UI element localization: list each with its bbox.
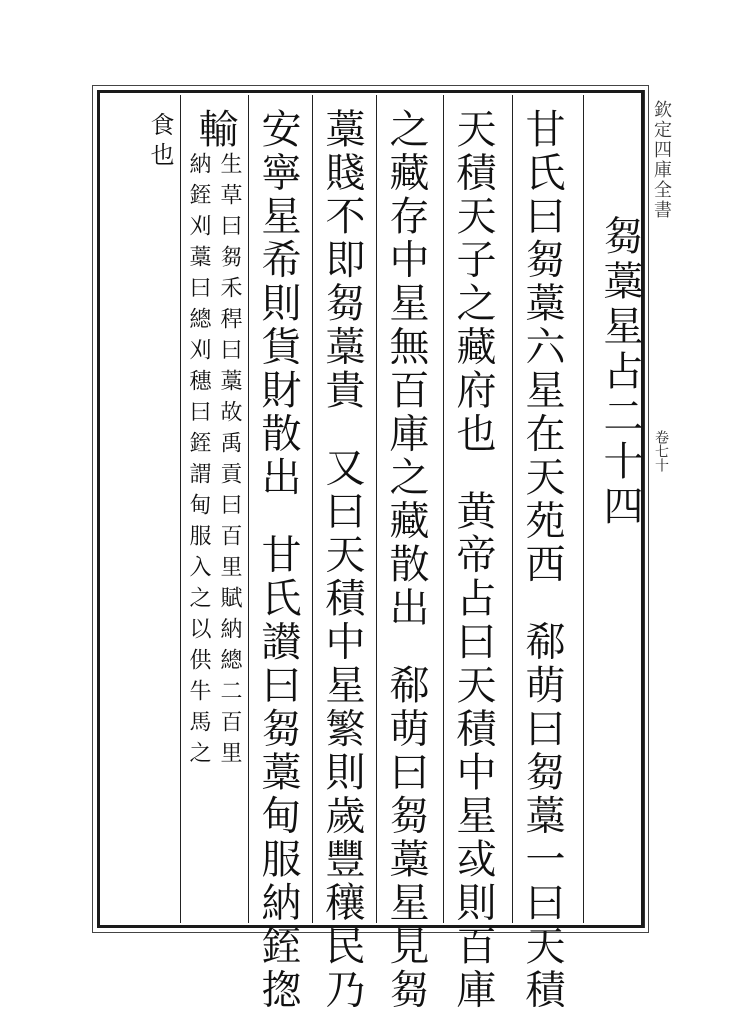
column-rule xyxy=(376,95,377,923)
text-segment: 安寧星希則貨財散出 xyxy=(255,108,301,500)
section-title: 芻藁星占二十四 xyxy=(597,215,643,530)
note-head-char: 輸 xyxy=(192,108,238,152)
text-segment: 天積天子之藏府也 xyxy=(450,108,496,456)
text-column-5 xyxy=(255,108,301,1012)
text-segment: 郗萌曰芻藁一曰天積 xyxy=(519,620,565,1012)
column-rule xyxy=(512,95,513,923)
text-segment: 甘氏曰芻藁六星在天苑西 xyxy=(519,108,565,587)
margin-book-title: 欽定四庫全書 xyxy=(651,100,672,220)
note-line-2: 納銍刈藁曰總刈穗曰銍謂甸服入之以供牛馬之 xyxy=(186,152,211,772)
margin-juan-label: 卷七十 xyxy=(653,430,669,472)
note-tail: 食也 xyxy=(146,112,174,172)
column-rule xyxy=(248,95,249,923)
column-rule xyxy=(180,95,181,923)
text-segment: 又曰天積中星繁則歲豐穰民乃 xyxy=(319,446,365,1012)
note-line-1: 生草曰芻禾稈曰藁故禹貢曰百里賦納總二百里 xyxy=(217,152,242,772)
text-column-3 xyxy=(383,108,429,1012)
text-segment: 甘氏讃曰芻藁甸服納銍揔 xyxy=(255,533,301,1012)
column-rule xyxy=(583,95,584,923)
text-segment: 藁賤不即芻藁貴 xyxy=(319,108,365,413)
text-column-4 xyxy=(319,108,365,1012)
column-rule xyxy=(443,95,444,923)
text-segment: 郗萌曰芻藁星見芻 xyxy=(383,664,429,1012)
text-column-1 xyxy=(519,108,565,1012)
text-segment: 之藏存中星無百庫之藏散出 xyxy=(383,108,429,630)
text-segment: 黄帝占曰天積中星㦯則百庫 xyxy=(450,490,496,1012)
text-column-2 xyxy=(450,108,496,1012)
column-rule xyxy=(312,95,313,923)
